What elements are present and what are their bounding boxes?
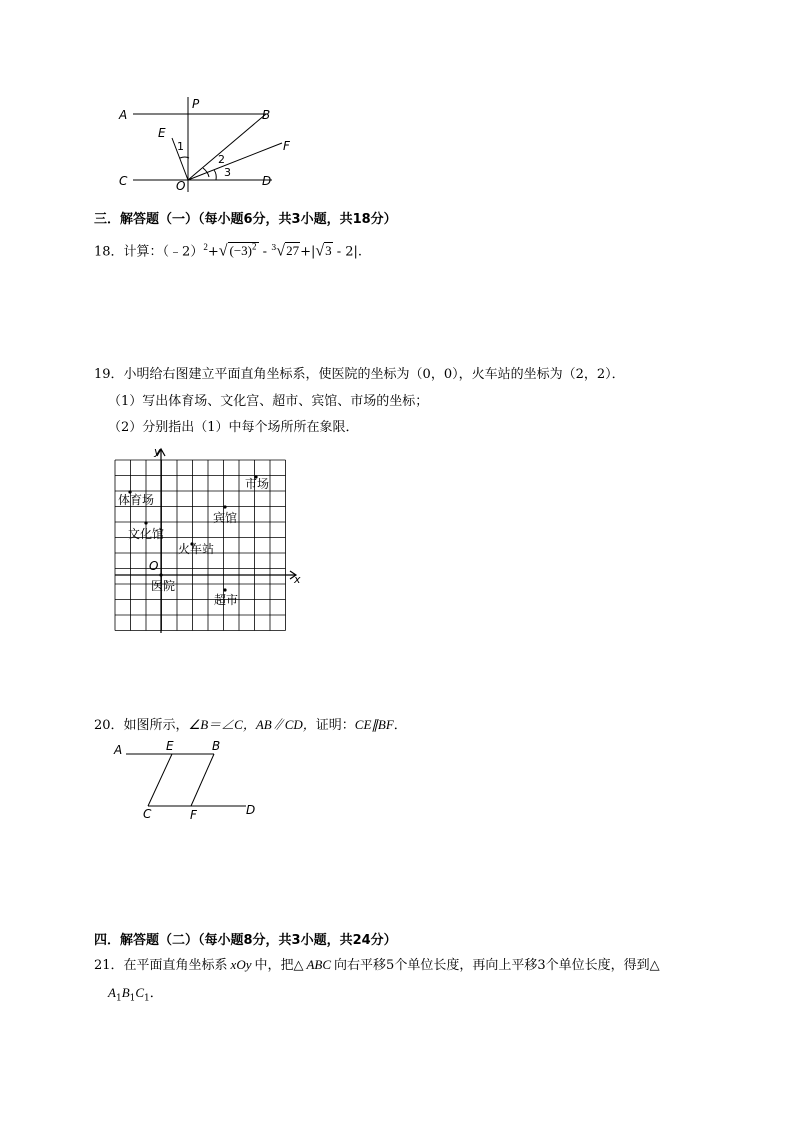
label-P: P <box>192 97 200 111</box>
origin-label: O <box>149 559 159 573</box>
q21-xoy: xOy <box>230 957 252 972</box>
section-4-title: 四．解答题（二）（每小题8分，共3小题，共24分） <box>94 933 397 948</box>
label-C: C <box>143 807 152 821</box>
q21-abc: ABC <box>306 957 332 972</box>
label-O: O <box>176 179 186 193</box>
angle-figure <box>110 92 310 197</box>
q18-plus-abs: +| <box>300 244 316 260</box>
q20-prove: CE∥BF <box>354 717 394 732</box>
axis-y-label: y <box>154 445 161 458</box>
problem-19-line1: 19．小明给右图建立平面直角坐标系，使医院的坐标为（0，0），火车站的坐标为（2，2）． <box>94 367 625 382</box>
problem-20 <box>94 716 407 735</box>
q20-prove-lead: 证明： <box>315 718 355 733</box>
problem-18: 18．计算：（﹣2）$^2$+√ $(-3)^2 - ^3√27+|√3 - 2|$. <box>94 242 363 260</box>
place-stadium: 体育场 <box>118 493 155 507</box>
label-D: D <box>246 803 256 817</box>
q20-cond1: ∠B＝∠C， <box>188 717 256 732</box>
q18-number: 18． <box>94 244 124 260</box>
q18-tail: - 2|. <box>332 244 363 260</box>
label-A: A <box>119 108 128 122</box>
q18-lead: 计算：（﹣2） <box>123 244 204 260</box>
label-F: F <box>283 139 290 153</box>
label-E: E <box>158 126 166 140</box>
parallelogram-figure <box>108 738 268 823</box>
q18-exp: 2 <box>203 242 208 252</box>
place-supermarket: 超市 <box>214 593 239 607</box>
place-station: 火车站 <box>178 542 215 556</box>
coordinate-grid <box>110 445 310 635</box>
sqrt-symbol: √ <box>218 242 228 260</box>
problem-19-line2: （1）写出体育场、文化宫、超市、宾馆、市场的坐标； <box>108 394 429 409</box>
q20-number: 20．如图所示， <box>94 718 189 733</box>
problem-19-line3: （2）分别指出（1）中每个场所所在象限． <box>108 420 359 435</box>
q20-end: ． <box>393 718 407 733</box>
q18-plus: + <box>207 244 219 260</box>
place-market: 市场 <box>245 477 270 491</box>
label-B: B <box>262 108 271 122</box>
place-hospital: 医院 <box>151 579 176 593</box>
axis-x-label: x <box>294 573 301 586</box>
place-hotel: 宾馆 <box>213 511 238 525</box>
problem-21-line1: 21．在平面直角坐标系 xOy 中，把△ ABC 向右平移5个单位长度，再向上平移3个单位长度，得到△ <box>94 957 660 973</box>
cube-root-index: 3 <box>271 243 277 252</box>
place-culture: 文化馆 <box>128 527 165 541</box>
label-D: D <box>262 174 272 188</box>
label-1: 1 <box>177 140 184 153</box>
q18-minus: - <box>258 244 272 260</box>
q20-cond2: AB∥CD， <box>255 717 316 732</box>
label-C: C <box>119 174 128 188</box>
label-3: 3 <box>224 166 231 179</box>
label-A: A <box>114 743 123 757</box>
q18-radicand-1: $(-3)^2$ <box>229 242 257 259</box>
label-B: B <box>212 739 221 753</box>
label-2: 2 <box>218 153 225 166</box>
q18-radicand-3: 3 <box>325 243 332 259</box>
problem-21-line2: $A_1B_1C_1$． <box>108 985 163 1004</box>
q18-radicand-2: 27 <box>286 243 300 259</box>
label-F: F <box>190 808 197 822</box>
label-E: E <box>166 739 174 753</box>
section-3-title: 三．解答题（一）（每小题6分，共3小题，共18分） <box>94 212 397 227</box>
